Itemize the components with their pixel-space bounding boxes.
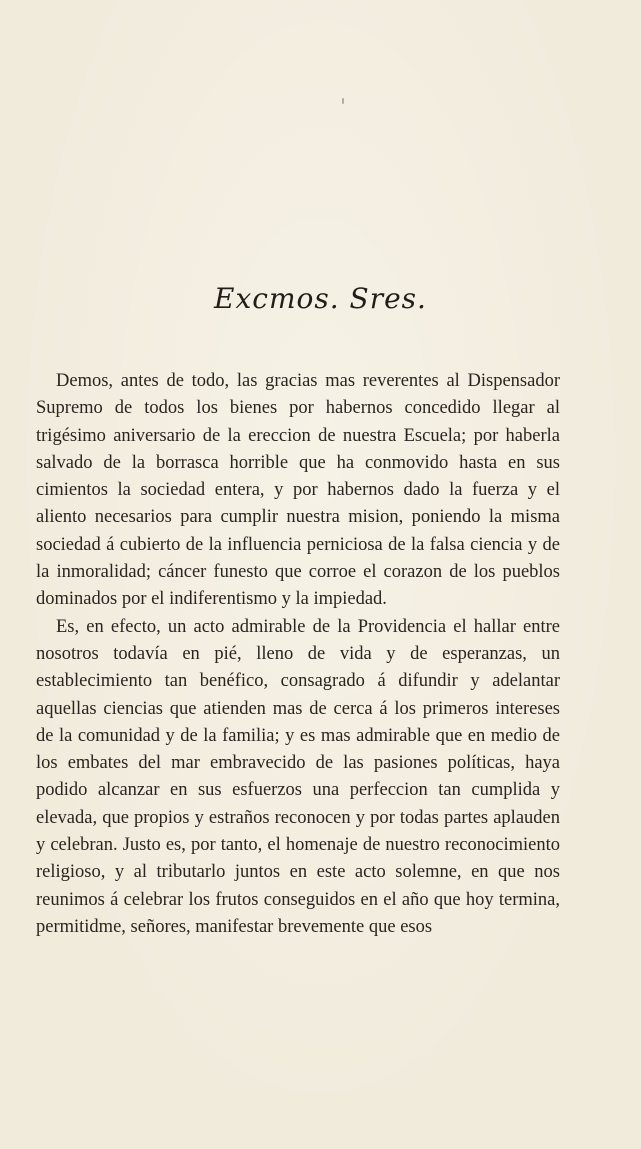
paragraph-1: Demos, antes de todo, las gracias mas reverentes al Dispensador Supremo de todos los bienes por habernos concedido llegar al trigésimo aniversario de la ereccion de nuestra Escuela; por haberla salvado de la borrasca horrible que ha conmovido hasta en sus cimientos la sociedad entera, y por habernos dado la fuerza y el aliento necesarios para cumplir nuestra mision, poniendo la misma sociedad á cubierto de la influencia perniciosa de la falsa ciencia y de la inmoralidad; cáncer funesto que corroe el corazon de los pueblos dominados por el indiferentismo y la impiedad. [36, 371, 560, 610]
body-text [36, 368, 560, 941]
paragraph-2: Es, en efecto, un acto admirable de la Providencia el hallar entre nosotros todavía en pié, lleno de vida y de esperanzas, un establecimiento tan benéfico, consagrado á difundir y adelantar aquellas ciencias que atienden mas de cerca á los primeros intereses de la comunidad y de la familia; y es mas admirable que en medio de los embates del mar embravecido de las pasiones políticas, haya podido alcanzar en sus esfuerzos una perfeccion tan cumplida y elevada, que propios y estraños reconocen y por todas partes aplauden y celebran. Justo es, por tanto, el homenaje de nuestro reconocimiento religioso, y al tributarlo juntos en este acto solemne, en que nos reunimos á celebrar los frutos conseguidos en el año que hoy termina, permitidme, señores, manifestar brevemente que esos [36, 616, 560, 937]
salutation-heading: Excmos. Sres. [214, 282, 427, 315]
ink-speck [342, 98, 344, 104]
